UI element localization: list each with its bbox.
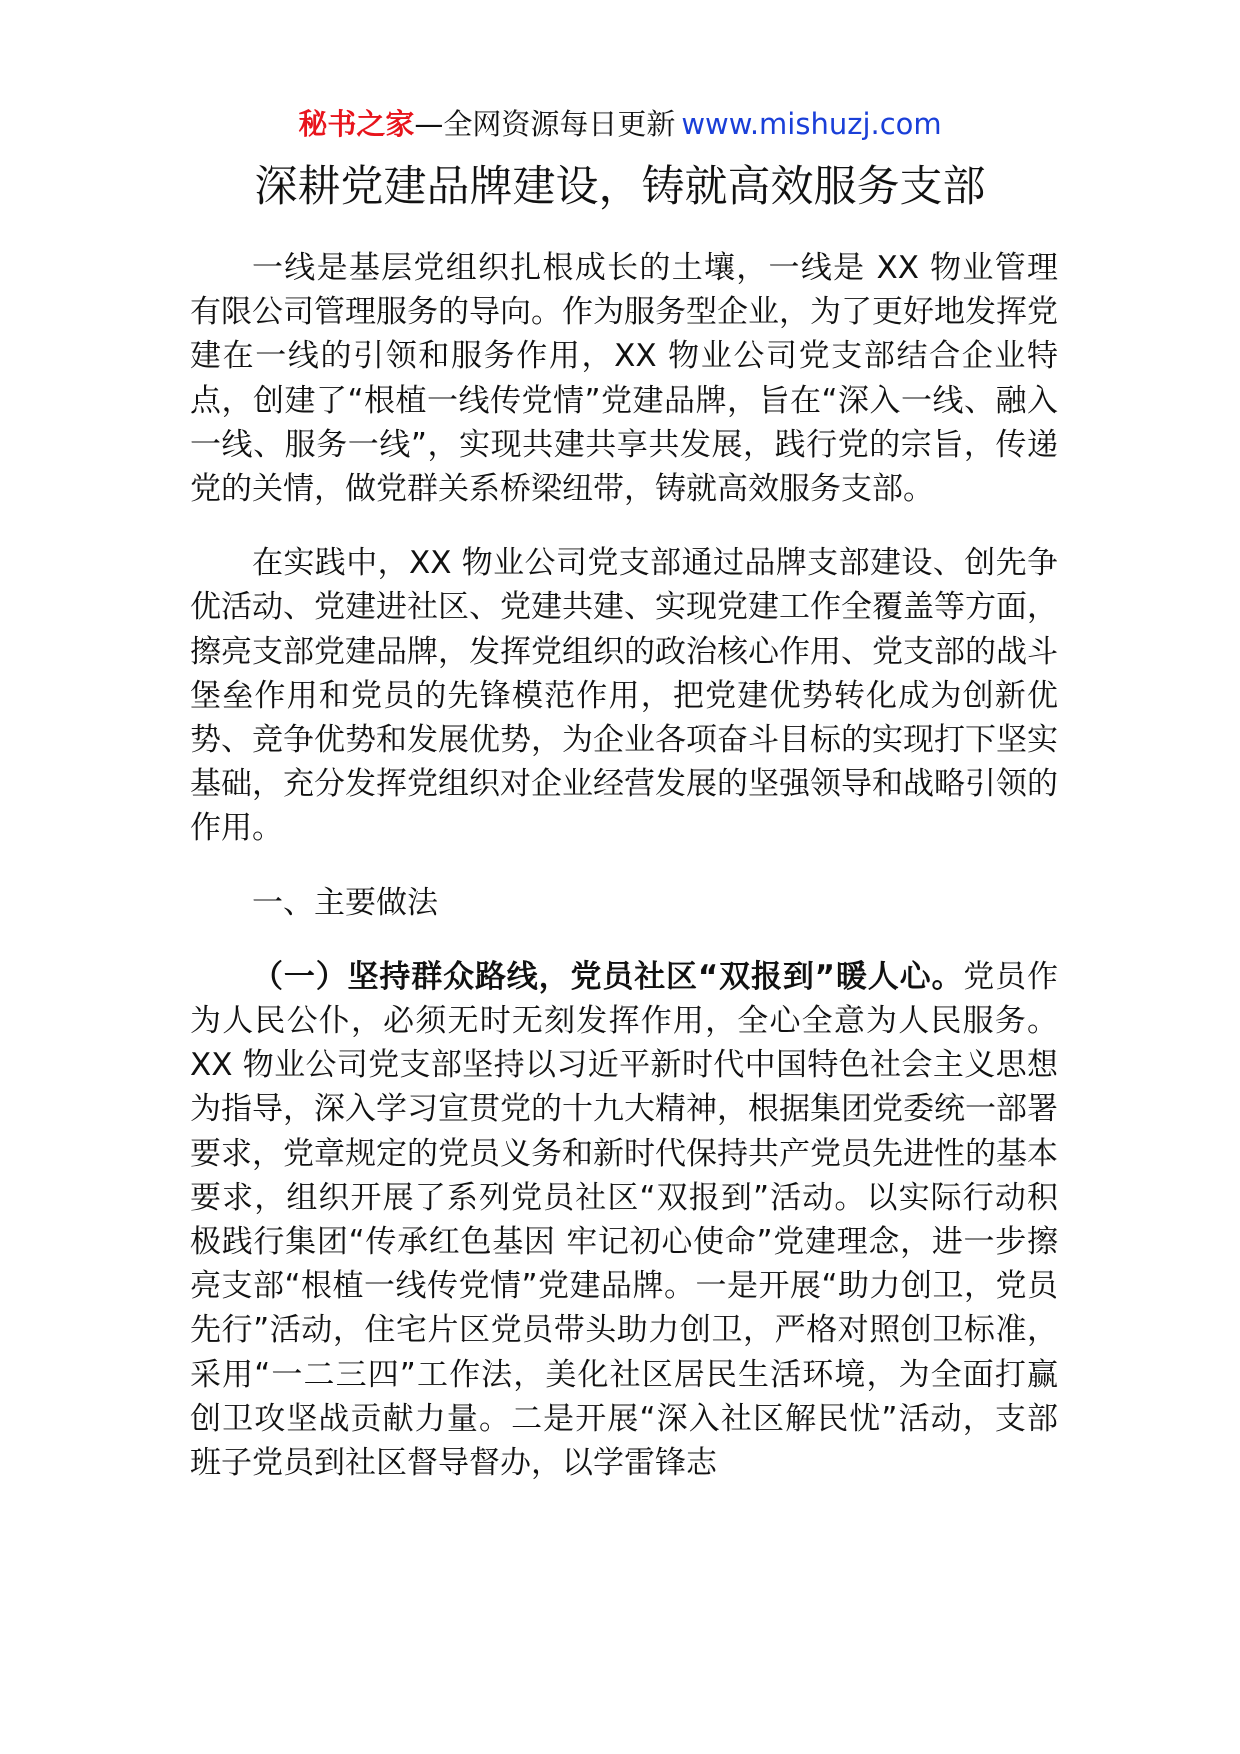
document-title: 深耕党建品牌建设，铸就高效服务支部 (254, 162, 986, 212)
site-header (0, 104, 1240, 144)
body-paragraph-2: 在实践中，XX 物业公司党支部通过品牌支部建设、创先争优活动、党建进社区、党建共建、实现党建工作全覆盖等方面，擦亮支部党建品牌，发挥党组织的政治核心作用、党支部的战斗堡垒作用和党员的先锋模范作用，把党建优势转化成为创新优势、竞争优势和发展优势，为企业各项奋斗目标的实现打下坚实基础，充分发挥党组织对企业经营发展的坚强领导和战略引领的作用。 (190, 545, 1058, 847)
subsection-text: 党员作为人民公仆，必须无时无刻发挥作用，全心全意为人民服务。XX 物业公司党支部坚持以习近平新时代中国特色社会主义思想为指导，深入学习宣贯党的十九大精神，根据集团党委统一部署要求，党章规定的党员义务和新时代保持共产党员先进性的基本要求，组织开展了系列党员社区“双报到”活动。以实际行动积极践行集团“传承红色基因 牢记初心使命”党建理念，进一步擦亮支部“根植一线传党情”党建品牌。一是开展“助力创卫，党员先行”活动，住宅片区党员带头助力创卫，严格对照创卫标准，采用“一二三四”工作法，美化社区居民生活环境，为全面打赢创卫攻坚战贡献力量。二是开展“深入社区解民忧”活动，支部班子党员到社区督导督办，以学雷锋志 (190, 958, 1058, 1482)
section-heading: 一、主要做法 (252, 884, 438, 921)
subsection-heading: （一）坚持群众路线，党员社区“双报到”暖人心。 (252, 958, 964, 995)
header-tagline: —全网资源每日更新 (414, 107, 676, 141)
body-paragraph-1: 一线是基层党组织扎根成长的土壤，一线是 XX 物业管理有限公司管理服务的导向。作为服务型企业，为了更好地发挥党建在一线的引领和服务作用，XX 物业公司党支部结合企业特点，创建了“根植一线传党情”党建品牌，旨在“深入一线、融入一线、服务一线”，实现共建共享共发展，践行党的宗旨，传递党的关情，做党群关系桥梁纽带，铸就高效服务支部。 (190, 250, 1058, 508)
subsection-paragraph (190, 955, 1058, 1485)
site-url-link[interactable]: www.mishuzj.com (681, 107, 942, 141)
brand-name: 秘书之家 (298, 107, 415, 141)
document-body (190, 246, 1058, 1485)
